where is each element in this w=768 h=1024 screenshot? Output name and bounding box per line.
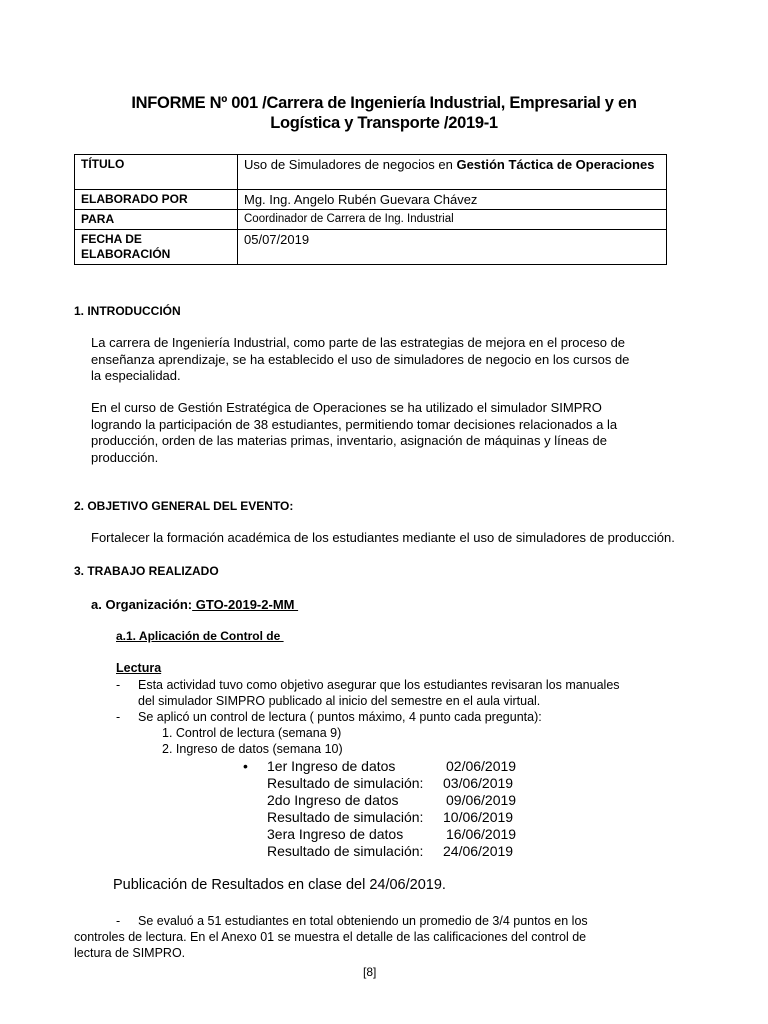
intro-p1-line-2: enseñanza aprendizaje, se ha establecido el uso de simuladores de negocio en los cursos de <box>91 351 630 367</box>
elaborado-label: ELABORADO POR <box>75 190 238 210</box>
numbered-item-2: 2. Ingreso de datos (semana 10) <box>162 742 343 756</box>
subsection-a-heading <box>91 597 298 612</box>
schedule-date-4: 10/06/2019 <box>443 809 514 825</box>
bullet-3-line-1: Se evaluó a 51 estudiantes en total obteniendo un promedio de 3/4 puntos en los <box>138 914 588 928</box>
fecha-value: 05/07/2019 <box>238 230 667 265</box>
schedule-label-6: Resultado de simulación: <box>267 843 424 859</box>
bullet-3-line-2: controles de lectura. En el Anexo 01 se muestra el detalle de las calificaciones del control de <box>74 930 587 944</box>
titulo-value-prefix: Uso de Simuladores de negocios en <box>244 157 457 172</box>
titulo-label: TÍTULO <box>75 155 238 190</box>
schedule-label-3: 2do Ingreso de datos <box>267 792 399 808</box>
page-number: [8] <box>363 965 377 979</box>
document-title <box>70 93 698 133</box>
intro-p2-line-3: producción, orden de las materias primas, inventario, asignación de máquinas y líneas de <box>91 433 607 448</box>
bullet-dash-2: - <box>116 710 121 724</box>
table-row <box>75 190 667 210</box>
section-3-heading: 3. TRABAJO REALIZADO <box>74 564 219 578</box>
intro-p1-line-1: La carrera de Ingeniería Industrial, como parte de las estrategias de mejora en el proceso de <box>91 335 626 350</box>
bullet-3-line-3: lectura de SIMPRO. <box>74 946 186 960</box>
schedule-date-3: 09/06/2019 <box>446 792 517 808</box>
subsection-a1-heading: a.1. Aplicación de Control de <box>116 629 284 643</box>
schedule-label-1: 1er Ingreso de datos <box>267 758 396 774</box>
schedule-date-5: 16/06/2019 <box>446 826 517 842</box>
bullet-1-line-2: del simulador SIMPRO publicado al inicio del semestre en el aula virtual. <box>138 694 541 708</box>
organization-code: GTO-2019-2-MM <box>192 597 299 612</box>
bullet-dash-1: - <box>116 678 121 692</box>
intro-p2-line-1: En el curso de Gestión Estratégica de Operaciones se ha utilizado el simulador SIMPRO <box>91 400 602 415</box>
schedule-label-5: 3era Ingreso de datos <box>267 826 404 842</box>
intro-p2-line-2: logrando la participación de 38 estudiantes, permitiendo tomar decisiones relacionados a la <box>91 416 618 432</box>
titulo-value-bold: Gestión Táctica de Operaciones <box>456 157 655 172</box>
fecha-label-line-2: ELABORACIÓN <box>81 247 171 261</box>
publication-note: Publicación de Resultados en clase del 24/06/2019. <box>113 877 446 893</box>
section-2-heading: 2. OBJETIVO GENERAL DEL EVENTO: <box>74 499 294 513</box>
titulo-value <box>238 155 667 190</box>
schedule-label-2: Resultado de simulación: <box>267 775 424 791</box>
para-label: PARA <box>75 210 238 230</box>
elaborado-value: Mg. Ing. Angelo Rubén Guevara Chávez <box>238 190 667 210</box>
table-row <box>75 155 667 190</box>
schedule-bullet: • <box>243 758 248 774</box>
intro-paragraph-1 <box>91 335 677 385</box>
bullet-1-line-1: Esta actividad tuvo como objetivo asegurar que los estudiantes revisaran los manuales <box>138 678 620 692</box>
intro-paragraph-2 <box>91 400 677 466</box>
intro-p2-line-4: producción. <box>91 449 159 465</box>
para-value: Coordinador de Carrera de Ing. Industrial <box>238 210 667 230</box>
lectura-heading: Lectura <box>116 661 162 675</box>
table-row <box>75 230 667 265</box>
intro-p1-line-3: la especialidad. <box>91 368 181 383</box>
table-row <box>75 210 667 230</box>
fecha-label <box>75 230 238 265</box>
report-info-table <box>74 154 667 265</box>
title-line-1: INFORME Nº 001 /Carrera de Ingeniería Industrial, Empresarial y en <box>131 94 637 112</box>
title-line-2: Logística y Transporte /2019-1 <box>270 114 498 132</box>
fecha-label-line-1: FECHA DE <box>81 232 142 246</box>
bullet-dash-3: - <box>116 914 121 928</box>
numbered-item-1: 1. Control de lectura (semana 9) <box>162 726 342 740</box>
schedule-date-1: 02/06/2019 <box>446 758 517 774</box>
schedule-date-6: 24/06/2019 <box>443 843 514 859</box>
subsection-a-label: a. Organización: <box>91 597 193 612</box>
objective-text: Fortalecer la formación académica de los estudiantes mediante el uso de simuladores de producción. <box>91 530 675 545</box>
section-1-heading: 1. INTRODUCCIÓN <box>74 304 181 318</box>
schedule-date-2: 03/06/2019 <box>443 775 514 791</box>
bullet-2: Se aplicó un control de lectura ( puntos máximo, 4 punto cada pregunta): <box>138 710 542 724</box>
schedule-label-4: Resultado de simulación: <box>267 809 424 825</box>
